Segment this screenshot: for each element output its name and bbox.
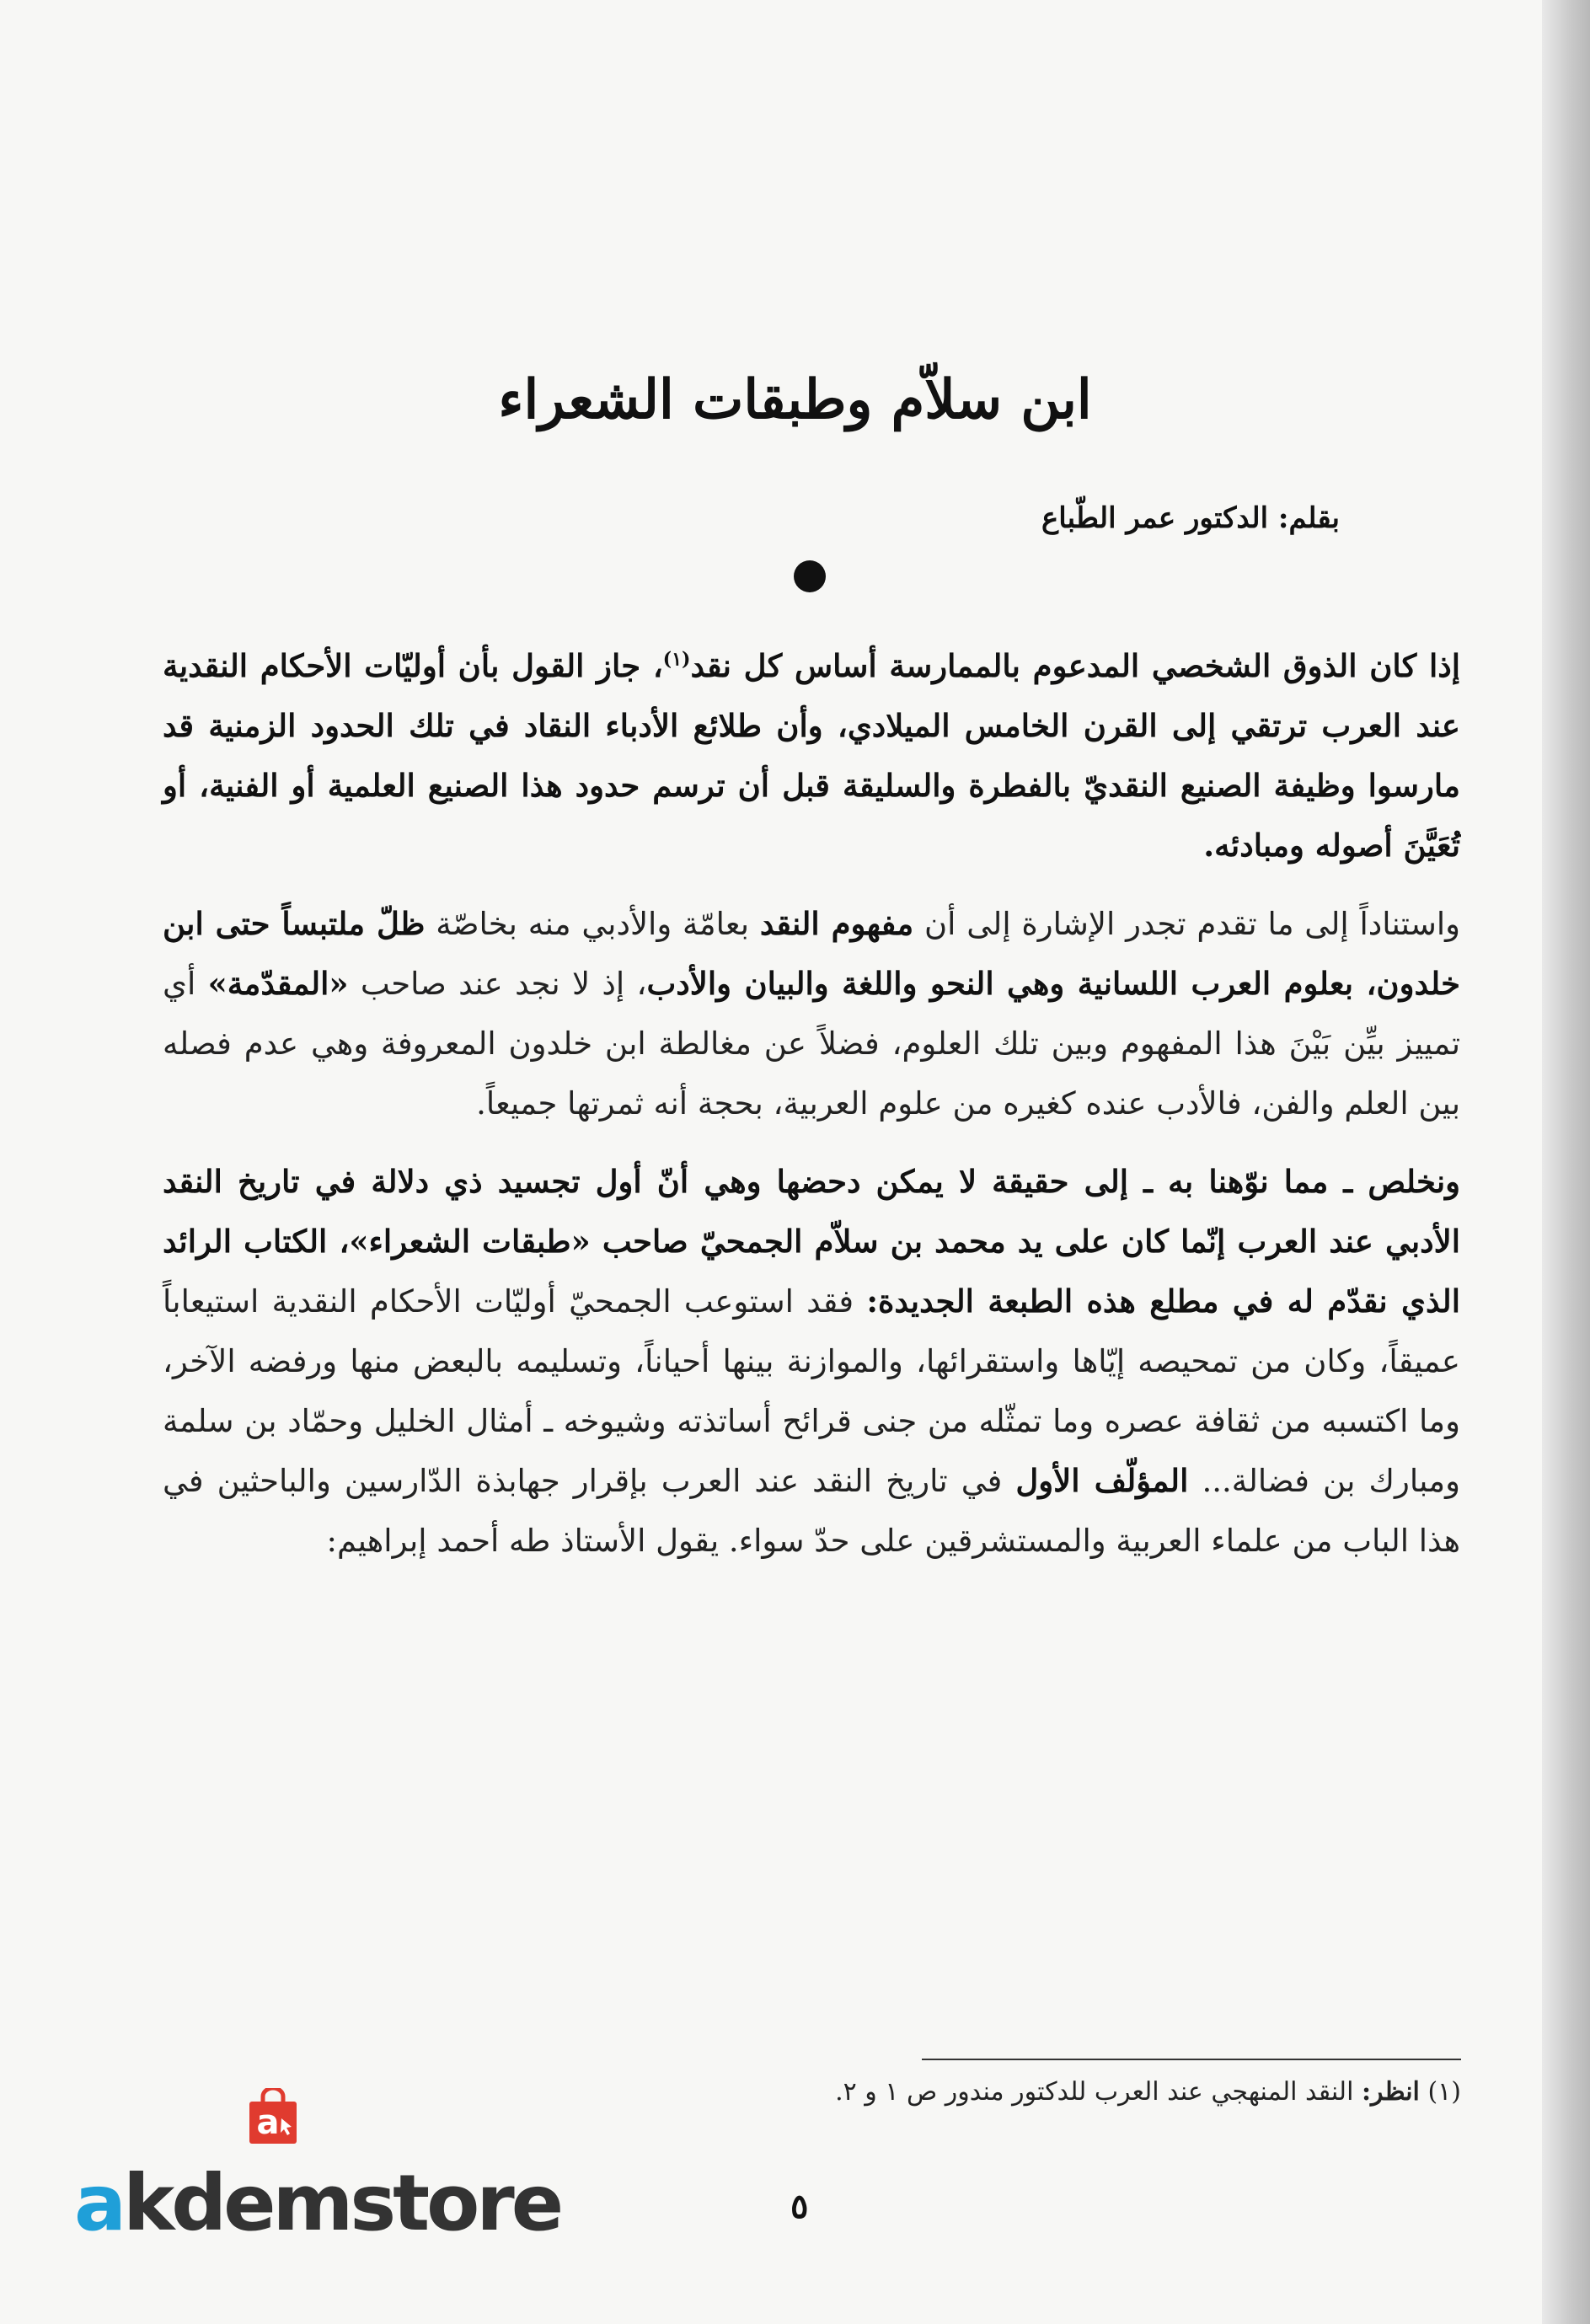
- brand-watermark: [74, 2157, 560, 2250]
- paragraph-2-text: أي تمييز بيِّن بَيْنَ هذا المفهوم وبين تلك العلوم، فضلاً عن مغالطة ابن خلدون المعروفة وهي عدم فصله بين العلم والفن، فالأدب عنده كغيره من علوم العربية، بحجة أنه ثمرتها جميعاً.: [163, 966, 1460, 1122]
- paragraph-3: [163, 1152, 1460, 1571]
- book-spine-shadow: [1542, 0, 1590, 2324]
- section-bullet-icon: [794, 560, 826, 592]
- brand-name: kdemstore: [123, 2158, 561, 2248]
- article-body: [163, 636, 1460, 1589]
- footnote: [835, 2077, 1461, 2107]
- paragraph-1-start: إذا كان الذوق الشخصي المدعوم بالممارسة أساس كل نقد: [690, 647, 1460, 684]
- paragraph-1-rest: ، جاز القول بأن أوليّات الأحكام النقدية عند العرب ترتقي إلى القرن الخامس الميلادي، وأن طلائع الأدباء النقاد في تلك الحدود الزمنية قد مارسوا وظيفة الصنيع النقديّ بالفطرة والسليقة قبل أن ترسم حدود هذا الصنيع العلمية أو الفنية، أو تُعَيَّنَ أصوله ومبادئه.: [163, 647, 1460, 864]
- author-byline: بقلم: الدكتور عمر الطّباع: [1041, 501, 1340, 535]
- paragraph-1: [163, 636, 1460, 876]
- paragraph-2-bold: «المقدّمة»: [207, 965, 349, 1002]
- paragraph-2: [163, 894, 1460, 1133]
- page-number: ٥: [790, 2187, 809, 2226]
- paragraph-3-text: فقد استوعب الجمحيّ أوليّات الأحكام النقدية استيعاباً عميقاً، وكان من تمحيصه إيّاها واستقرائها، والموازنة بينها أحياناً، وتسليمه بالبعض منها ورفضه الآخر، وما اكتسبه من ثقافة عصره وما تمثّله من جنى قرائح أساتذته وشيوخه ـ أمثال الخليل وحمّاد بن سلمة ومبارك بن فضالة...: [163, 1283, 1460, 1499]
- paragraph-3-text: في تاريخ النقد عند العرب بإقرار جهابذة الدّارسين والباحثين في هذا الباب من علماء العربية والمستشرقين على حدّ سواء. يقول الأستاذ طه أحمد إبراهيم:: [163, 1463, 1460, 1559]
- shopping-bag-logo-icon: [244, 2088, 302, 2145]
- brand-letter-a: a: [74, 2158, 124, 2248]
- logo-letter: a: [256, 2103, 280, 2142]
- article-title: ابن سلاّم وطبقات الشعراء: [498, 368, 1092, 431]
- footnote-marker: (١): [1427, 2077, 1461, 2107]
- paragraph-2-bold: مفهوم النقد: [759, 905, 914, 942]
- paragraph-3-bold: ونخلص ـ مما نوّهنا به ـ إلى حقيقة لا يمكن دحضها وهي أنّ أول تجسيد ذي دلالة في تاريخ النقد الأدبي عند العرب إنّما كان على يد محمد بن سلاّم الجمحيّ صاحب «طبقات الشعراء»، الكتاب الرائد الذي نقدّم له في مطلع هذه الطبعة الجديدة:: [163, 1163, 1460, 1320]
- paragraph-2-text: واستناداً إلى ما تقدم تجدر الإشارة إلى أن: [913, 906, 1460, 942]
- paragraph-2-bold: ظلّ ملتبساً حتى ابن خلدون، بعلوم العرب اللسانية وهي النحو واللغة والبيان والأدب: [163, 905, 1460, 1002]
- footnote-divider: [922, 2059, 1461, 2060]
- footnote-reference[interactable]: (١): [662, 648, 691, 671]
- paragraph-2-text: بعامّة والأدبي منه بخاصّة: [425, 906, 760, 942]
- paragraph-3-bold: المؤلّف الأول: [1015, 1462, 1189, 1499]
- footnote-text: النقد المنهجي عند العرب للدكتور مندور ص ١ و ٢.: [835, 2077, 1354, 2107]
- footnote-label: انظر:: [1361, 2077, 1420, 2107]
- paragraph-2-text: ، إذ لا نجد عند صاحب: [348, 966, 647, 1002]
